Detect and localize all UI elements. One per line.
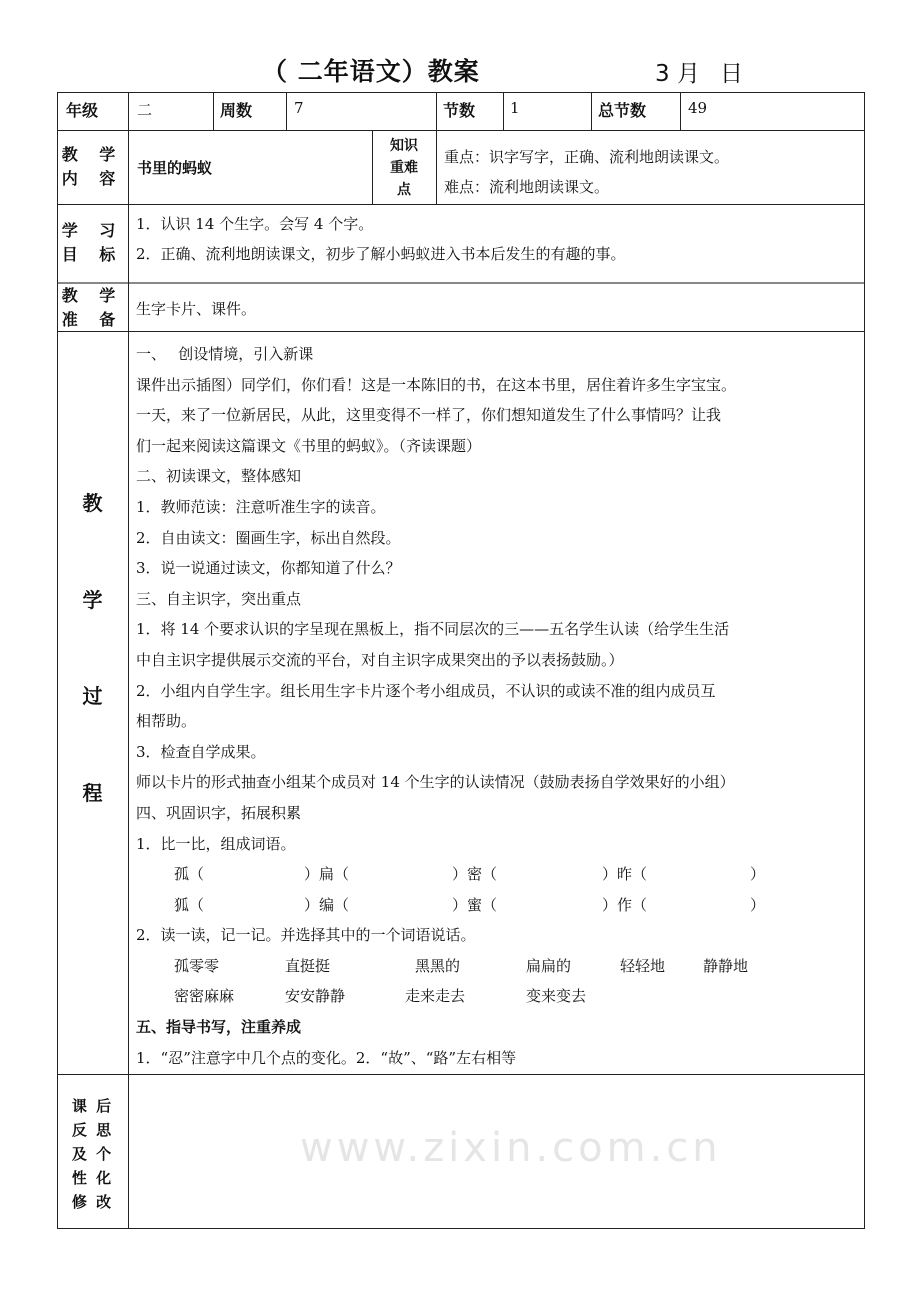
content-label: 教 学 内 容	[61, 145, 124, 188]
difficulty-point: 难点：流利地朗读课文。	[444, 178, 610, 196]
word: 密密麻麻	[174, 987, 235, 1006]
section-heading: 二、初读课文，整体感知	[136, 467, 302, 486]
date-month: 3 月	[655, 61, 700, 87]
goal-item: 2．正确、流利地朗读课文，初步了解小蚂蚁进入书本后发生的有趣的事。	[136, 245, 626, 263]
section-heading: 五、指导书写，注重养成	[136, 1018, 302, 1037]
process-label-char: 学	[82, 588, 103, 612]
process-body	[136, 339, 860, 1073]
compare-item: ）作（	[602, 895, 648, 914]
total-lessons-value: 49	[688, 99, 708, 117]
date	[655, 55, 763, 88]
reflection-label-line: 性 化	[71, 1169, 114, 1187]
process-line: 1．将 14 个要求认识的字呈现在黑板上，指不同层次的三——五名学生认读（给学生生活	[136, 620, 730, 639]
process-line: 3．说一说通过读文，你都知道了什么？	[136, 559, 401, 578]
compare-item: ）	[750, 895, 766, 914]
prep-label: 教 学 准 备	[61, 286, 124, 329]
key-label-line: 点	[397, 182, 411, 198]
prep-value: 生字卡片、课件。	[136, 300, 257, 318]
process-line: 3．检查自学成果。	[136, 742, 266, 761]
compare-item: 孤（	[174, 865, 205, 884]
key-point: 重点：识字写字，正确、流利地朗读课文。	[444, 148, 730, 166]
process-line: 中自主识字提供展示交流的平台，对自主识字成果突出的予以表扬鼓励。）	[136, 650, 624, 669]
lesson-label: 节数	[443, 101, 476, 120]
process-line: 2．自由读文：圈画生字，标出自然段。	[136, 528, 401, 547]
process-line: 1．“忍”注意字中几个点的变化。2．“故”、“路”左右相等	[136, 1048, 517, 1067]
date-day: 日	[719, 61, 743, 87]
reflection-label-line: 修 改	[71, 1193, 114, 1211]
section-heading: 三、自主识字，突出重点	[136, 589, 302, 608]
word: 走来走去	[405, 987, 466, 1006]
word: 轻轻地	[620, 956, 666, 975]
process-line: 课件出示插图）同学们，你们看！这是一本陈旧的书，在这本书里，居住着许多生字宝宝。	[136, 375, 737, 394]
process-line: 1．比一比，组成词语。	[136, 834, 296, 853]
process-line: 师以卡片的形式抽查小组某个成员对 14 个生字的认读情况（鼓励表扬自学效果好的小组）	[136, 773, 735, 792]
grade-label: 年级	[66, 101, 99, 120]
words-row	[136, 981, 860, 1012]
word: 安安静静	[285, 987, 346, 1006]
key-label-line: 重难	[390, 160, 418, 176]
word: 静静地	[703, 956, 749, 975]
process-label-char: 教	[82, 491, 103, 515]
compare-item: ）昨（	[602, 865, 648, 884]
process-line: 1．教师范读：注意听准生字的读音。	[136, 497, 386, 516]
process-line: 一天，来了一位新居民，从此，这里变得不一样了，你们想知道发生了什么事情吗？让我	[136, 406, 722, 425]
content-value: 书里的蚂蚁	[137, 159, 213, 177]
goals-label: 学 习 目 标	[61, 221, 124, 264]
key-label-line: 知识	[390, 138, 418, 154]
compare-item: 狐（	[174, 895, 205, 914]
word: 黑黑的	[415, 956, 461, 975]
process-line: 们一起来阅读这篇课文《书里的蚂蚁》。（齐读课题）	[136, 436, 482, 455]
word: 扁扁的	[526, 956, 572, 975]
goal-item: 1．认识 14 个生字。会写 4 个字。	[136, 215, 374, 233]
week-value: 7	[294, 99, 304, 117]
key-points-label	[372, 135, 436, 201]
compare-item: ）蜜（	[452, 895, 498, 914]
compare-row	[136, 890, 860, 921]
section-heading: 四、巩固识字，拓展积累	[136, 803, 302, 822]
page-title: （ 二年语文）教案	[262, 57, 480, 86]
total-lessons-label: 总节数	[598, 101, 647, 120]
lesson-value: 1	[510, 99, 520, 117]
process-line: 相帮助。	[136, 712, 197, 731]
word: 直挺挺	[285, 956, 331, 975]
compare-item: ）扁（	[304, 865, 350, 884]
compare-row	[136, 859, 860, 890]
read-heading: 2．读一读，记一记。并选择其中的一个词语说话。	[136, 926, 476, 945]
process-line: 2．小组内自学生字。组长用生字卡片逐个考小组成员，不认识的或读不准的组内成员互	[136, 681, 716, 700]
process-label-char: 程	[82, 781, 103, 805]
compare-item: ）密（	[452, 865, 498, 884]
word: 孤零零	[174, 956, 220, 975]
watermark: www.zixin.com.cn	[300, 1125, 722, 1171]
reflection-label-line: 反 思	[71, 1121, 114, 1139]
compare-item: ）	[750, 865, 766, 884]
words-row	[136, 951, 860, 982]
grade-value: 二	[137, 101, 153, 119]
compare-item: ）编（	[304, 895, 350, 914]
process-label-char: 过	[82, 684, 103, 708]
reflection-label	[57, 1094, 128, 1214]
process-lines	[136, 339, 860, 859]
word: 变来变去	[526, 987, 587, 1006]
section-heading: 一、 创设情境，引入新课	[136, 345, 314, 363]
reflection-label-line: 及 个	[71, 1145, 114, 1163]
week-label: 周数	[220, 101, 253, 120]
reflection-label-line: 课 后	[71, 1097, 114, 1115]
